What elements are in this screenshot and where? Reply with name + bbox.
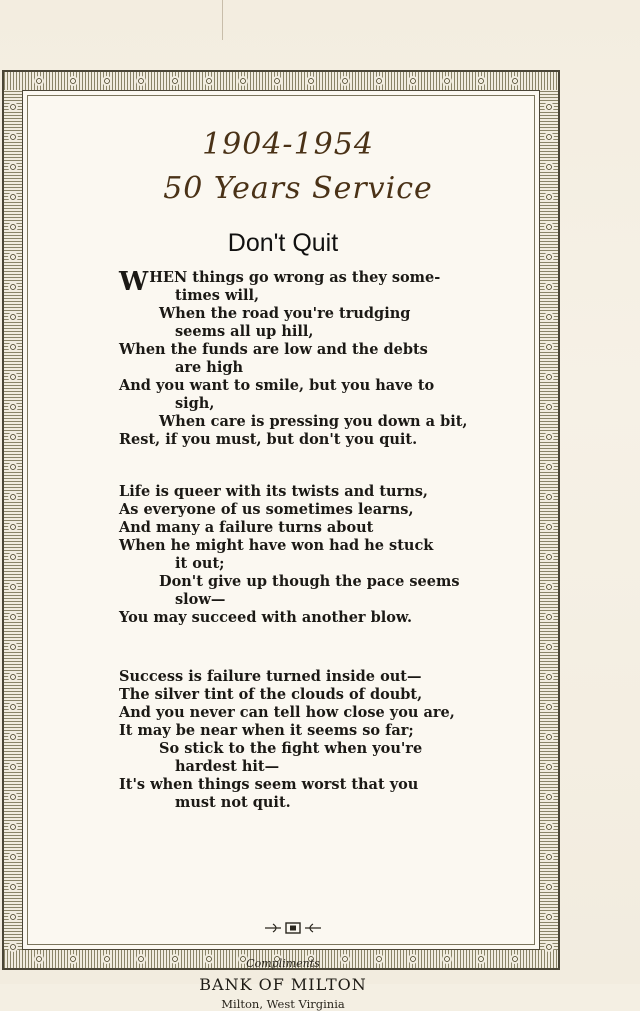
poem-line: Don't give up though the pace seems [159, 573, 460, 590]
border-right-band [540, 90, 558, 950]
poem-line: are high [175, 359, 244, 376]
poem-line: Success is failure turned inside out— [119, 668, 422, 685]
anniversary-service: 50 Years Service [163, 171, 433, 206]
compliments-text: Compliments [246, 957, 320, 970]
border-rosette [544, 162, 554, 172]
border-rosette [544, 942, 554, 952]
border-rosette [544, 552, 554, 562]
page-panel [22, 90, 540, 1011]
bank-location: Milton, West Virginia [221, 997, 345, 1011]
poem-line: sigh, [175, 395, 215, 412]
poem-line: it out; [175, 555, 225, 572]
border-rosette [8, 792, 18, 802]
poem-line: When the road you're trudging [159, 305, 411, 322]
poem-stanza-2 [119, 483, 479, 627]
divider-ornament-icon [263, 921, 323, 935]
border-rosette [476, 76, 486, 86]
poem-line: When he might have won had he stuck [119, 537, 434, 554]
poem-stanza-3 [119, 668, 479, 812]
border-rosette [8, 732, 18, 742]
poem-line: When care is pressing you down a bit, [159, 413, 468, 430]
poem-line: It may be near when it seems so far; [119, 722, 414, 739]
border-rosette [544, 672, 554, 682]
poem-line: Life is queer with its twists and turns, [119, 483, 428, 500]
poem-line: times will, [175, 287, 260, 304]
poem-line: The silver tint of the clouds of doubt, [119, 686, 423, 703]
border-rosette [8, 222, 18, 232]
border-rosette [204, 76, 214, 86]
border-rosette [8, 612, 18, 622]
border-rosette [8, 642, 18, 652]
border-rosette [102, 76, 112, 86]
border-rosette [8, 402, 18, 412]
poem-line: As everyone of us sometimes learns, [119, 501, 414, 518]
border-rosette [544, 792, 554, 802]
poem-line: seems all up hill, [175, 323, 314, 340]
border-rosette [8, 762, 18, 772]
poem-line: So stick to the fight when you're [159, 740, 423, 757]
border-rosette [544, 702, 554, 712]
poem-line: hardest hit— [175, 758, 280, 775]
border-rosette [8, 702, 18, 712]
border-rosette [544, 462, 554, 472]
drop-cap: W [119, 267, 149, 297]
border-rosette [68, 76, 78, 86]
border-rosette [8, 522, 18, 532]
border-rosette [8, 672, 18, 682]
border-rosette [170, 76, 180, 86]
border-rosette [8, 102, 18, 112]
poem-line: You may succeed with another blow. [119, 609, 412, 626]
border-rosette [544, 732, 554, 742]
border-rosette [8, 192, 18, 202]
border-rosette [238, 76, 248, 86]
border-rosette [8, 582, 18, 592]
border-rosette [8, 492, 18, 502]
border-rosette [544, 822, 554, 832]
border-rosette [544, 402, 554, 412]
border-rosette [544, 492, 554, 502]
border-rosette [8, 372, 18, 382]
border-rosette [8, 252, 18, 262]
border-rosette [8, 162, 18, 172]
poem-title: Don't Quit [227, 229, 339, 257]
border-rosette [34, 76, 44, 86]
border-rosette [136, 76, 146, 86]
border-rosette [544, 432, 554, 442]
poem-line: When the funds are low and the debts [119, 341, 428, 358]
border-rosette [510, 76, 520, 86]
border-rosette [8, 552, 18, 562]
poem-line: And you never can tell how close you are, [119, 704, 455, 721]
poem-line: slow— [175, 591, 226, 608]
border-rosette [8, 282, 18, 292]
border-rosette [544, 522, 554, 532]
border-rosette [8, 942, 18, 952]
border-rosette [8, 912, 18, 922]
paper-crease [222, 0, 223, 40]
border-rosette [8, 882, 18, 892]
border-rosette [544, 252, 554, 262]
poem-stanza-1 [119, 267, 479, 449]
border-rosette [544, 852, 554, 862]
border-rosette [272, 76, 282, 86]
border-rosette [544, 282, 554, 292]
border-rosette [8, 822, 18, 832]
poem-line: must not quit. [175, 794, 291, 811]
border-rosette [544, 762, 554, 772]
border-rosette [408, 76, 418, 86]
border-rosette [8, 312, 18, 322]
border-rosette [544, 612, 554, 622]
poem-line: It's when things seem worst that you [119, 776, 419, 793]
decorative-border [2, 70, 560, 1011]
bank-name: BANK OF MILTON [199, 975, 367, 994]
border-rosette [340, 76, 350, 86]
border-rosette [8, 852, 18, 862]
border-rosette [544, 312, 554, 322]
border-rosette [544, 342, 554, 352]
poem-line-text: HEN things go wrong as they some- [149, 269, 441, 286]
poem-line: And many a failure turns about [119, 519, 374, 536]
border-rosette [8, 342, 18, 352]
border-rosette [544, 102, 554, 112]
border-rosette [544, 912, 554, 922]
border-rosette [8, 432, 18, 442]
border-rosette [544, 642, 554, 652]
border-rosette [306, 76, 316, 86]
border-rosette [442, 76, 452, 86]
anniversary-years: 1904-1954 [202, 127, 374, 162]
poem-line: Rest, if you must, but don't you quit. [119, 431, 418, 448]
border-left-band [4, 90, 22, 950]
border-rosette [544, 222, 554, 232]
border-rosette [544, 882, 554, 892]
border-rosette [374, 76, 384, 86]
border-rosette [544, 192, 554, 202]
border-rosette [8, 462, 18, 472]
poem-line: And you want to smile, but you have to [119, 377, 435, 394]
border-rosette [544, 372, 554, 382]
border-rosette [8, 132, 18, 142]
border-rosette [544, 132, 554, 142]
border-rosette [544, 582, 554, 592]
